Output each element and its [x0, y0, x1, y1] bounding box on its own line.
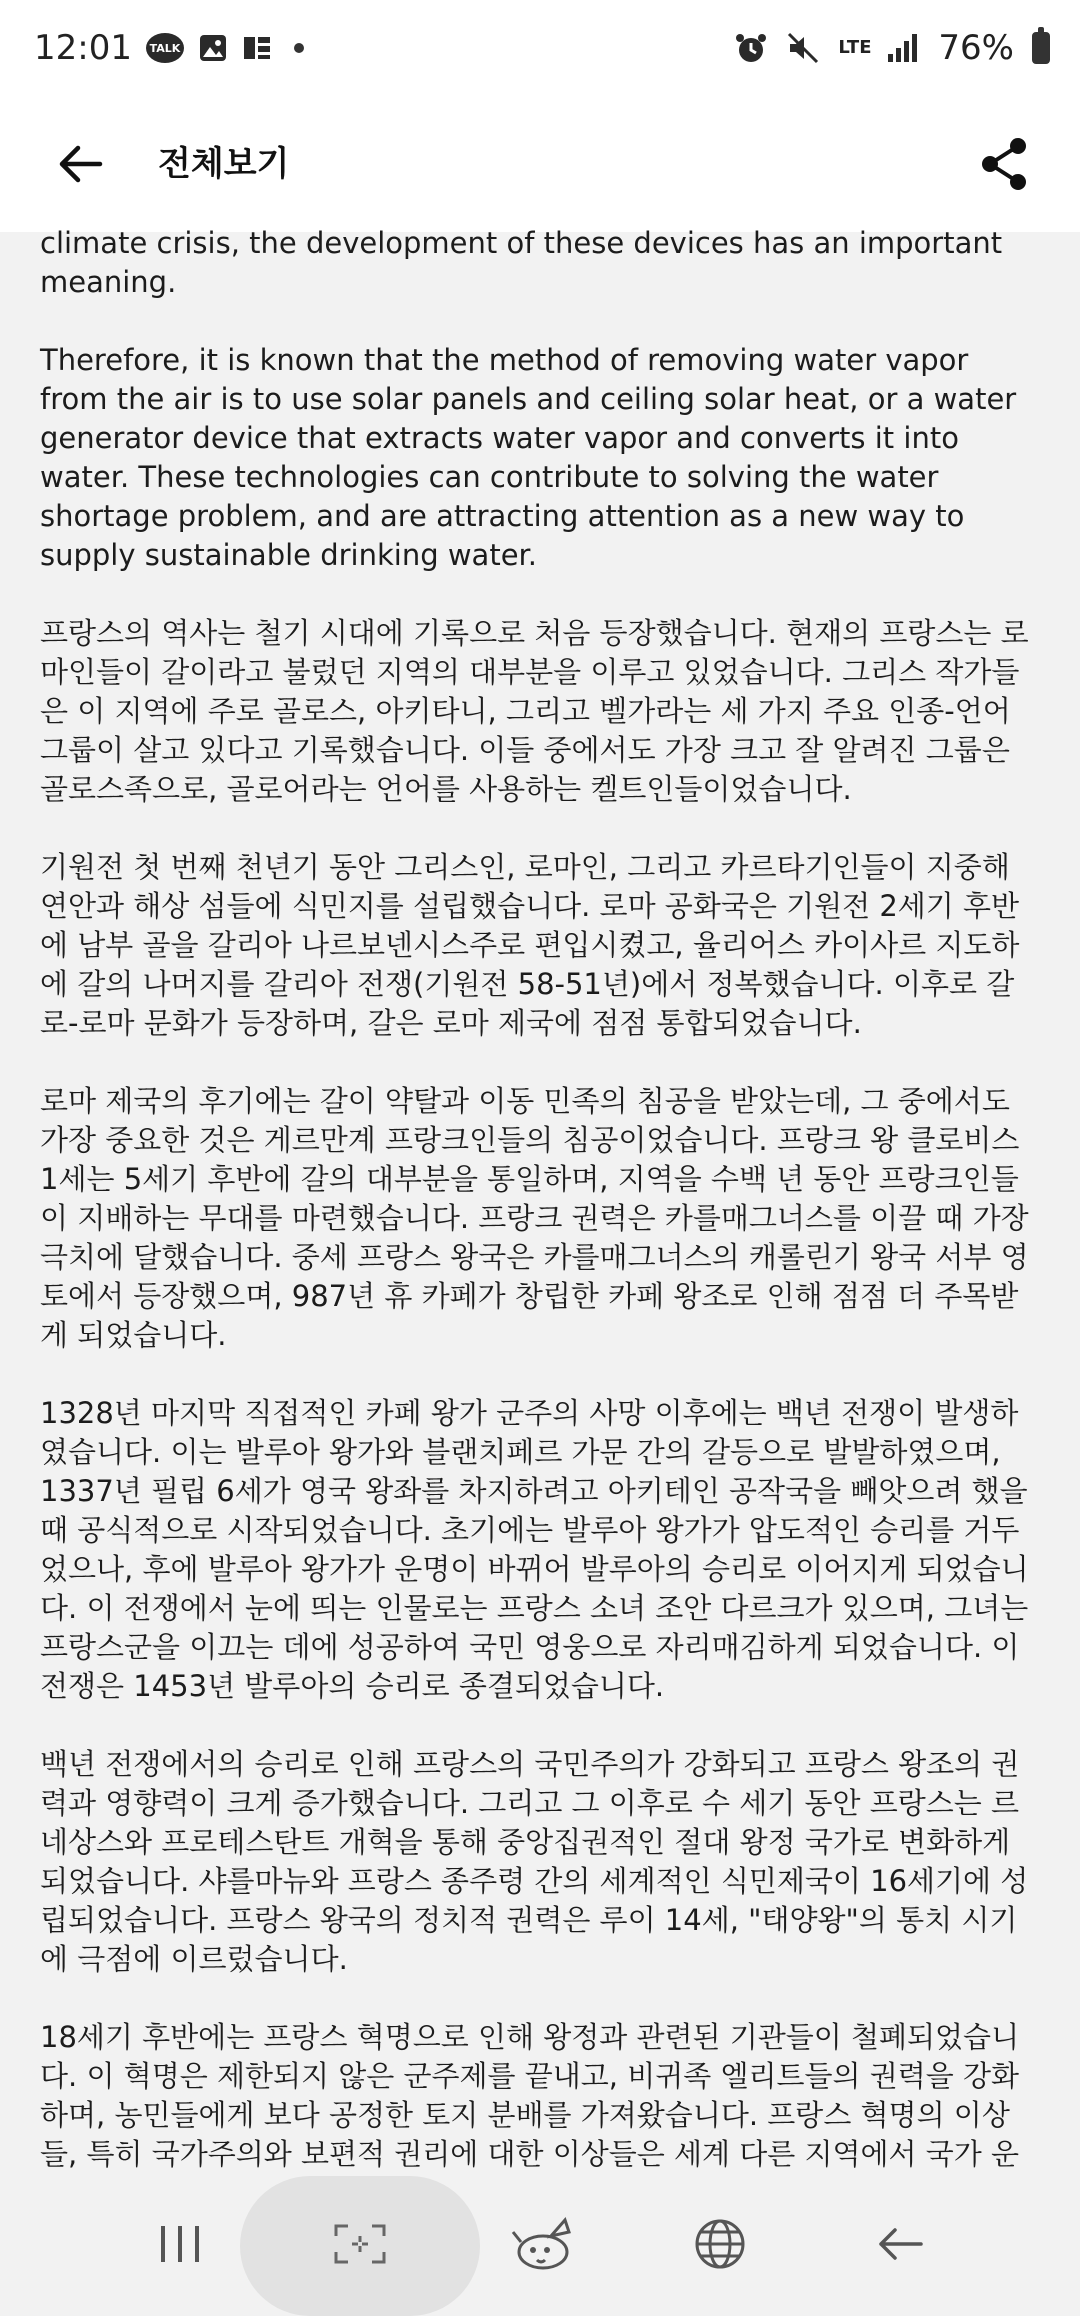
network-type: LTE [838, 37, 872, 58]
arrow-left-icon [54, 138, 106, 190]
paragraph: 로마 제국의 후기에는 갈이 약탈과 이동 민족의 침공을 받았는데, 그 중에서도 가장 중요한 것은 게르만계 프랑크인들의 침공이었습니다. 프랑크 왕 클로비스 1세는 5세기 후반에 갈의 대부분을 통일하며, 지역을 수백 년 동안 프랑크인들이 지배하는 무대를 마련했습니다. 프랑크 권력은 카를매그너스를 이끌 때 가장 극치에 달했습니다. 중세 프랑스 왕국은 카를매그너스의 캐롤린기 왕국 서부 영토에서 등장했으며, 987년 휴 카페가 창립한 카페 왕조로 인해 점점 더 주목받게 되었습니다. [40, 1084, 1029, 1352]
globe-icon [693, 2217, 747, 2271]
battery-icon [1032, 32, 1050, 64]
status-right [734, 0, 1050, 96]
paragraph: 프랑스의 역사는 철기 시대에 기록으로 처음 등장했습니다. 현재의 프랑스는 로마인들이 갈이라고 불렀던 지역의 대부분을 이루고 있었습니다. 그리스 작가들은 이 지역에 주로 골로스, 아키타니, 그리고 벨가라는 세 가지 주요 인종-언어 그룹이 살고 있다고 기록했습니다. 이들 중에서도 가장 크고 잘 알려진 그룹은 골로스족으로, 골로어라는 언어를 사용하는 켈트인들이었습니다. [40, 616, 1029, 806]
recent-apps-icon [157, 2224, 203, 2264]
alarm-icon [734, 31, 768, 65]
nav-back-button[interactable] [850, 2194, 950, 2294]
browser-button[interactable] [670, 2194, 770, 2294]
share-button[interactable] [968, 128, 1040, 200]
widget-icon [242, 33, 272, 63]
status-time: 12:01 [34, 28, 132, 68]
paragraph: 1328년 마지막 직접적인 카페 왕가 군주의 사망 이후에는 백년 전쟁이 발생하였습니다. 이는 발루아 왕가와 블랜치페르 가문 간의 갈등으로 발발하였으며, 1337년 필립 6세가 영국 왕좌를 차지하려고 아키테인 공작국을 빼앗으려 했을 때 공식적으로 시작되었습니다. 초기에는 발루아 왕가가 압도적인 승리를 거두었으나, 후에 발루아 왕가가 운명이 바뀌어 발루아의 승리로 이어지게 되었습니다. 이 전쟁에서 눈에 띄는 인물로는 프랑스 소녀 조안 다르크가 있으며, 그녀는 프랑스군을 이끄는 데에 성공하여 국민 영웅으로 자리매김하게 되었습니다. 이 전쟁은 1453년 발루아의 승리로 종결되었습니다. [40, 1396, 1029, 1703]
more-notifications-icon [294, 43, 304, 53]
back-icon [875, 2224, 925, 2264]
paragraph: 18세기 후반에는 프랑스 혁명으로 인해 왕정과 관련된 기관들이 철폐되었습니다. 이 혁명은 제한되지 않은 군주제를 끝내고, 비귀족 엘리트들의 권력을 강화하며, 농민들에게 보다 공정한 토지 분배를 가져왔습니다. 프랑스 혁명의 이상들, 특히 국가주의와 보편적 권리에 대한 이상들은 세계 다른 지역에서 국가 운 [40, 2020, 1020, 2171]
capture-button[interactable] [310, 2194, 410, 2294]
status-left [34, 0, 304, 96]
navigation-bar [0, 2172, 1080, 2316]
page-title: 전체보기 [158, 144, 290, 184]
recent-apps-button[interactable] [130, 2194, 230, 2294]
paragraph: climate crisis, the development of these devices has an important meaning. [40, 226, 1003, 299]
paragraph: Therefore, it is known that the method of removing water vapor from the air is to use solar panels and ceiling solar heat, or a water generator device that extracts water vapor and converts it into water. These technologies can contribute to solving the water shortage problem, and are attracting attention as a new way to supply sustainable drinking water. [40, 343, 1017, 572]
assistant-button[interactable] [495, 2194, 595, 2294]
dog-mascot-icon [507, 2214, 583, 2274]
share-icon [978, 136, 1030, 192]
capture-icon [332, 2222, 388, 2266]
back-button[interactable] [44, 128, 116, 200]
kakaotalk-icon: TALK [146, 33, 184, 63]
gallery-icon [198, 33, 228, 63]
paragraph: 기원전 첫 번째 천년기 동안 그리스인, 로마인, 그리고 카르타기인들이 지중해 연안과 해상 섬들에 식민지를 설립했습니다. 로마 공화국은 기원전 2세기 후반에 남부 골을 갈리아 나르보넨시스주로 편입시켰고, 율리어스 카이사르 지도하에 갈의 나머지를 갈리아 전쟁(기원전 58-51년)에서 정복했습니다. 이후로 갈로-로마 문화가 등장하며, 갈은 로마 제국에 점점 통합되었습니다. [40, 850, 1020, 1040]
paragraph: 백년 전쟁에서의 승리로 인해 프랑스의 국민주의가 강화되고 프랑스 왕조의 권력과 영향력이 크게 증가했습니다. 그리고 그 이후로 수 세기 동안 프랑스는 르네상스와 프로테스탄트 개혁을 통해 중앙집권적인 절대 왕정 국가로 변화하게 되었습니다. 샤를마뉴와 프랑스 종주령 간의 세계적인 식민제국이 16세기에 성립되었습니다. 프랑스 왕국의 정치적 권력은 루이 14세, "태양왕"의 통치 시기에 극점에 이르렀습니다. [40, 1747, 1029, 1976]
app-bar [0, 96, 1080, 232]
signal-icon [886, 32, 920, 64]
full-text-content[interactable] [40, 224, 1045, 2180]
mute-icon [786, 31, 820, 65]
status-bar [0, 0, 1080, 96]
battery-percent: 76% [938, 28, 1014, 68]
